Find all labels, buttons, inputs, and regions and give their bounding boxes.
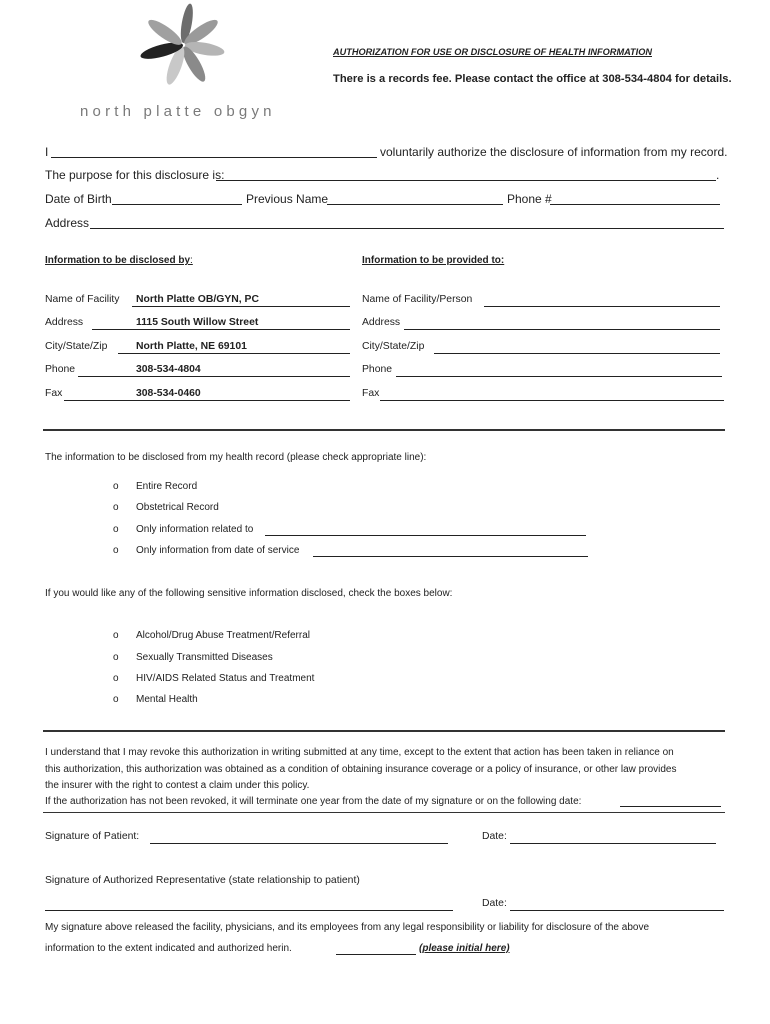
dob-label: Date of Birth <box>45 192 112 206</box>
patient-date-field[interactable] <box>510 843 716 844</box>
recipient-fax-label: Fax <box>362 388 380 399</box>
facility-value: North Platte OB/GYN, PC <box>136 294 259 305</box>
option-bullet[interactable]: o <box>113 652 119 663</box>
recipient-phone-field[interactable] <box>396 376 722 377</box>
logo-flower-icon <box>128 0 238 100</box>
date-of-service-field[interactable] <box>313 556 588 557</box>
recipient-facility-label: Name of Facility/Person <box>362 294 473 305</box>
option-bullet[interactable]: o <box>113 502 119 513</box>
previous-name-label: Previous Name <box>246 192 329 206</box>
i-label: I <box>45 145 49 159</box>
recipient-phone-label: Phone <box>362 364 393 375</box>
rep-signature-label: Signature of Authorized Representative (state relationship to patient) <box>45 875 360 886</box>
revocation-line-2: this authorization, this authorization was obtained as a condition of obtaining insurance coverage or a policy of insurance, or other law provides <box>45 764 677 775</box>
release-line-1: My signature above released the facility, physicians, and its employees from any legal responsibility or liability for disclosure of the above <box>45 922 650 933</box>
option-entire-record: Entire Record <box>136 481 198 492</box>
revocation-line-3: the insurer with the right to contest a claim under this policy. <box>45 780 310 791</box>
purpose-label: The purpose for this disclosure is: <box>45 168 225 182</box>
option-bullet[interactable]: o <box>113 673 119 684</box>
related-to-field[interactable] <box>265 535 586 536</box>
option-hiv-aids: HIV/AIDS Related Status and Treatment <box>136 673 315 684</box>
option-related-to: Only information related to <box>136 524 254 535</box>
recipient-city-field[interactable] <box>434 353 720 354</box>
disclosed-phone-label: Phone <box>45 364 76 375</box>
rep-signature-field[interactable] <box>45 910 453 911</box>
option-bullet[interactable]: o <box>113 524 119 535</box>
sensitive-question: If you would like any of the following sensitive information disclosed, check the boxes below: <box>45 588 453 599</box>
form-title: AUTHORIZATION FOR USE OR DISCLOSURE OF HEALTH INFORMATION <box>333 47 652 57</box>
release-line-2: information to the extent indicated and authorized herin. <box>45 943 292 954</box>
patient-signature-field[interactable] <box>150 843 448 844</box>
disclosed-fax-value: 308-534-0460 <box>136 388 201 399</box>
phone-field[interactable] <box>550 204 720 205</box>
purpose-field[interactable] <box>216 180 716 181</box>
disclosed-fax-line <box>64 400 350 401</box>
option-date-of-service: Only information from date of service <box>136 545 300 556</box>
record-question: The information to be disclosed from my health record (please check appropriate line): <box>45 452 427 463</box>
disclosed-fax-label: Fax <box>45 388 63 399</box>
disclosed-phone-value: 308-534-4804 <box>136 364 201 375</box>
option-bullet[interactable]: o <box>113 481 119 492</box>
rep-date-field[interactable] <box>510 910 724 911</box>
provided-to-heading: Information to be provided to: <box>362 255 505 266</box>
address-label: Address <box>45 216 90 230</box>
recipient-fax-field[interactable] <box>380 400 724 401</box>
option-obstetrical-record: Obstetrical Record <box>136 502 219 513</box>
address-field[interactable] <box>90 228 724 229</box>
initial-label: (please initial here) <box>419 943 510 954</box>
option-alcohol-drug: Alcohol/Drug Abuse Treatment/Referral <box>136 630 310 641</box>
facility-line <box>132 306 350 307</box>
termination-date-field[interactable] <box>620 806 721 807</box>
initial-field[interactable] <box>336 954 416 955</box>
disclosed-by-heading: Information to be disclosed by: <box>45 255 193 266</box>
disclosed-city-label: City/State/Zip <box>45 341 108 352</box>
phone-label: Phone # <box>507 192 552 206</box>
logo-text: north platte obgyn <box>80 103 276 120</box>
revocation-line-4: If the authorization has not been revoked, it will terminate one year from the date of my signature or on the following date: <box>45 796 582 807</box>
option-bullet[interactable]: o <box>113 694 119 705</box>
recipient-facility-field[interactable] <box>484 306 720 307</box>
revocation-line-1: I understand that I may revoke this authorization in writing submitted at any time, except to the extent that action has been taken in reliance on <box>45 747 674 758</box>
previous-name-field[interactable] <box>327 204 503 205</box>
facility-label: Name of Facility <box>45 294 120 305</box>
disclosed-phone-line <box>78 376 350 377</box>
recipient-city-label: City/State/Zip <box>362 341 425 352</box>
rep-date-label: Date: <box>482 898 507 909</box>
option-std: Sexually Transmitted Diseases <box>136 652 273 663</box>
authorize-text: voluntarily authorize the disclosure of information from my record. <box>380 145 728 159</box>
purpose-end: . <box>716 168 720 182</box>
recipient-address-field[interactable] <box>404 329 720 330</box>
disclosed-city-line <box>118 353 350 354</box>
disclosed-address-value: 1115 South Willow Street <box>136 317 259 328</box>
dob-field[interactable] <box>112 204 242 205</box>
divider <box>43 812 725 813</box>
divider <box>43 730 725 732</box>
option-bullet[interactable]: o <box>113 545 119 556</box>
option-mental-health: Mental Health <box>136 694 198 705</box>
disclosed-address-line <box>92 329 350 330</box>
divider <box>43 429 725 431</box>
disclosed-city-value: North Platte, NE 69101 <box>136 341 247 352</box>
name-field[interactable] <box>51 157 377 158</box>
recipient-address-label: Address <box>362 317 401 328</box>
fee-notice: There is a records fee. Please contact the office at 308-534-4804 for details. <box>333 73 732 85</box>
patient-signature-label: Signature of Patient: <box>45 831 140 842</box>
patient-date-label: Date: <box>482 831 507 842</box>
disclosed-address-label: Address <box>45 317 84 328</box>
option-bullet[interactable]: o <box>113 630 119 641</box>
